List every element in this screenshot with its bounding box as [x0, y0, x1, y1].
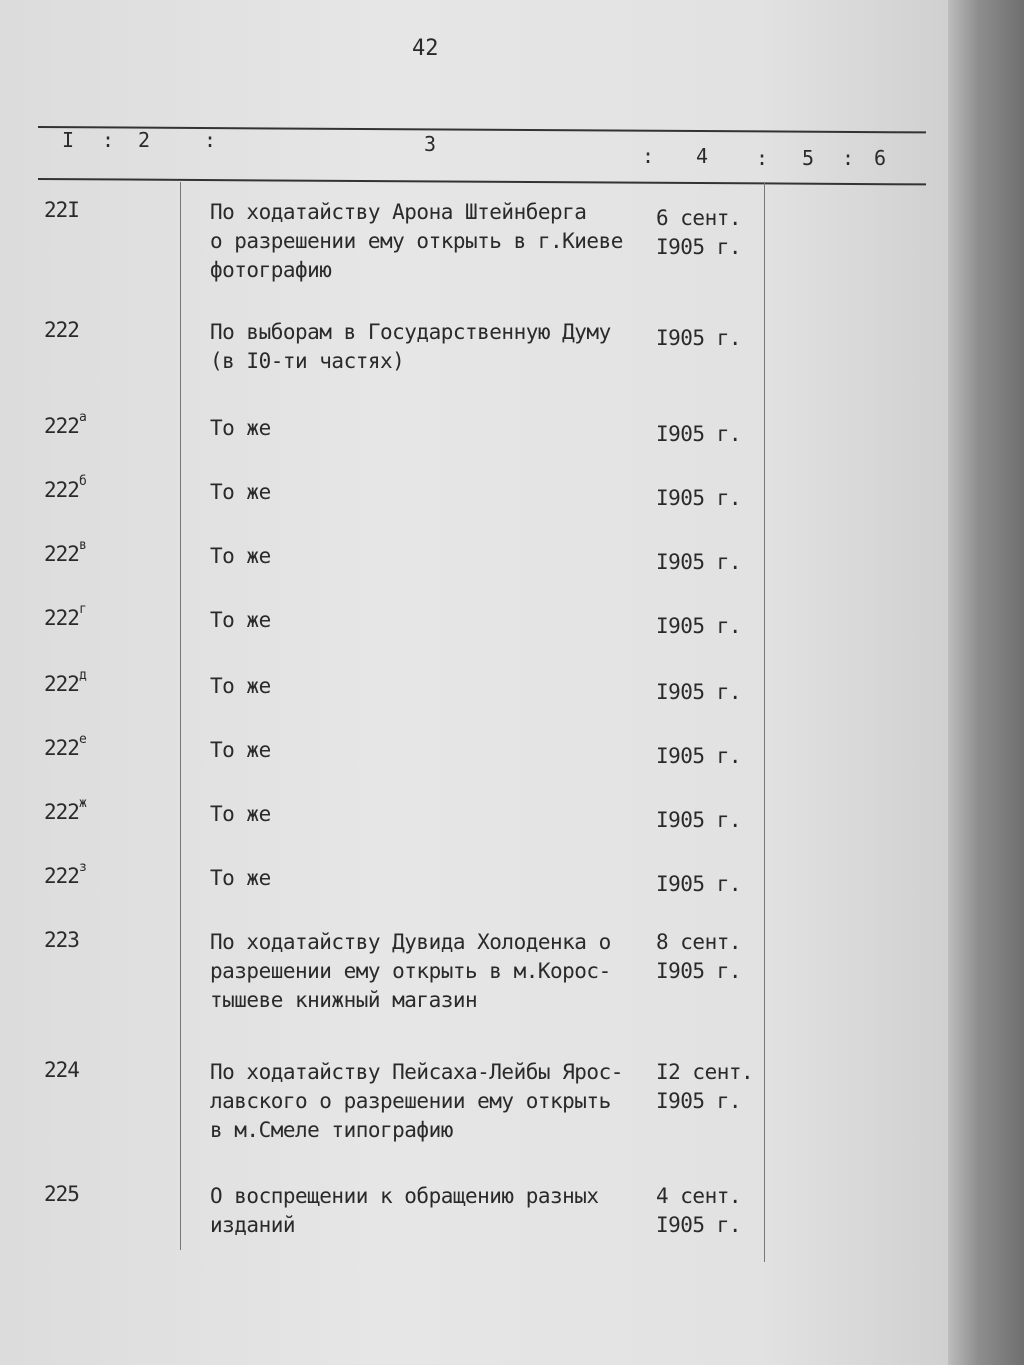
row-date: I905 г.	[656, 326, 742, 350]
column-header-6: 6	[874, 146, 887, 170]
row-date: I905 г.	[656, 744, 742, 768]
row-date: I905 г.	[656, 422, 742, 446]
row-number: $222^б$	[44, 474, 86, 502]
row-title: То же	[210, 480, 271, 504]
header-bottom-rule	[38, 178, 926, 185]
column-header-5: 5	[802, 146, 815, 170]
column-header-2: 2	[138, 128, 151, 152]
column-separator: :	[756, 146, 769, 170]
column-header-4: 4	[696, 144, 709, 168]
row-title: То же	[210, 544, 271, 568]
page-edge-shadow	[948, 0, 1024, 1365]
row-number: $222^д$	[44, 668, 86, 696]
column-separator: :	[102, 128, 115, 152]
row-number: $222^ж$	[44, 796, 86, 824]
row-date: I905 г.	[656, 550, 742, 574]
row-number: $222^г$	[44, 602, 86, 630]
row-date: 6 сент. I905 г.	[656, 206, 742, 259]
row-number: $222^е$	[44, 732, 86, 760]
header-top-rule	[38, 126, 926, 133]
row-number: 223	[44, 928, 79, 952]
column-divider-right	[764, 182, 765, 1262]
row-title: То же	[210, 674, 271, 698]
column-header-3: 3	[424, 132, 437, 156]
column-separator: :	[204, 128, 217, 152]
row-number: 224	[44, 1058, 79, 1082]
row-number: 22I	[44, 198, 79, 222]
row-title: То же	[210, 608, 271, 632]
row-title: То же	[210, 416, 271, 440]
page-number: 42	[412, 36, 439, 61]
row-number: $222^з$	[44, 860, 86, 888]
row-title: По ходатайству Дувида Холоденка о разрешении ему открыть в м.Корос- тышеве книжный магазин	[210, 930, 611, 1012]
row-title: О воспрещении к обращению разных изданий	[210, 1184, 599, 1237]
row-title: По выборам в Государственную Думу (в I0-ти частях)	[210, 320, 611, 373]
row-date: 8 сент. I905 г.	[656, 930, 742, 983]
row-number: $222^в$	[44, 538, 86, 566]
column-header-1: I	[62, 128, 75, 152]
row-title: По ходатайству Пейсаха-Лейбы Ярос- лавского о разрешении ему открыть в м.Смеле типографию	[210, 1060, 623, 1142]
row-date: I905 г.	[656, 808, 742, 832]
row-title: То же	[210, 866, 271, 890]
row-title: То же	[210, 738, 271, 762]
row-title: То же	[210, 802, 271, 826]
row-number: 222	[44, 318, 79, 342]
column-separator: :	[842, 146, 855, 170]
row-date: I905 г.	[656, 486, 742, 510]
row-date: I905 г.	[656, 872, 742, 896]
row-date: I905 г.	[656, 680, 742, 704]
row-date: 4 сент. I905 г.	[656, 1184, 742, 1237]
row-date: I905 г.	[656, 614, 742, 638]
column-divider-left	[180, 182, 181, 1250]
row-number: 225	[44, 1182, 79, 1206]
row-date: I2 сент. I905 г.	[656, 1060, 754, 1113]
row-title: По ходатайству Арона Штейнберга о разрешении ему открыть в г.Киеве фотографию	[210, 200, 623, 282]
column-separator: :	[642, 144, 655, 168]
row-number: $222^а$	[44, 410, 86, 438]
